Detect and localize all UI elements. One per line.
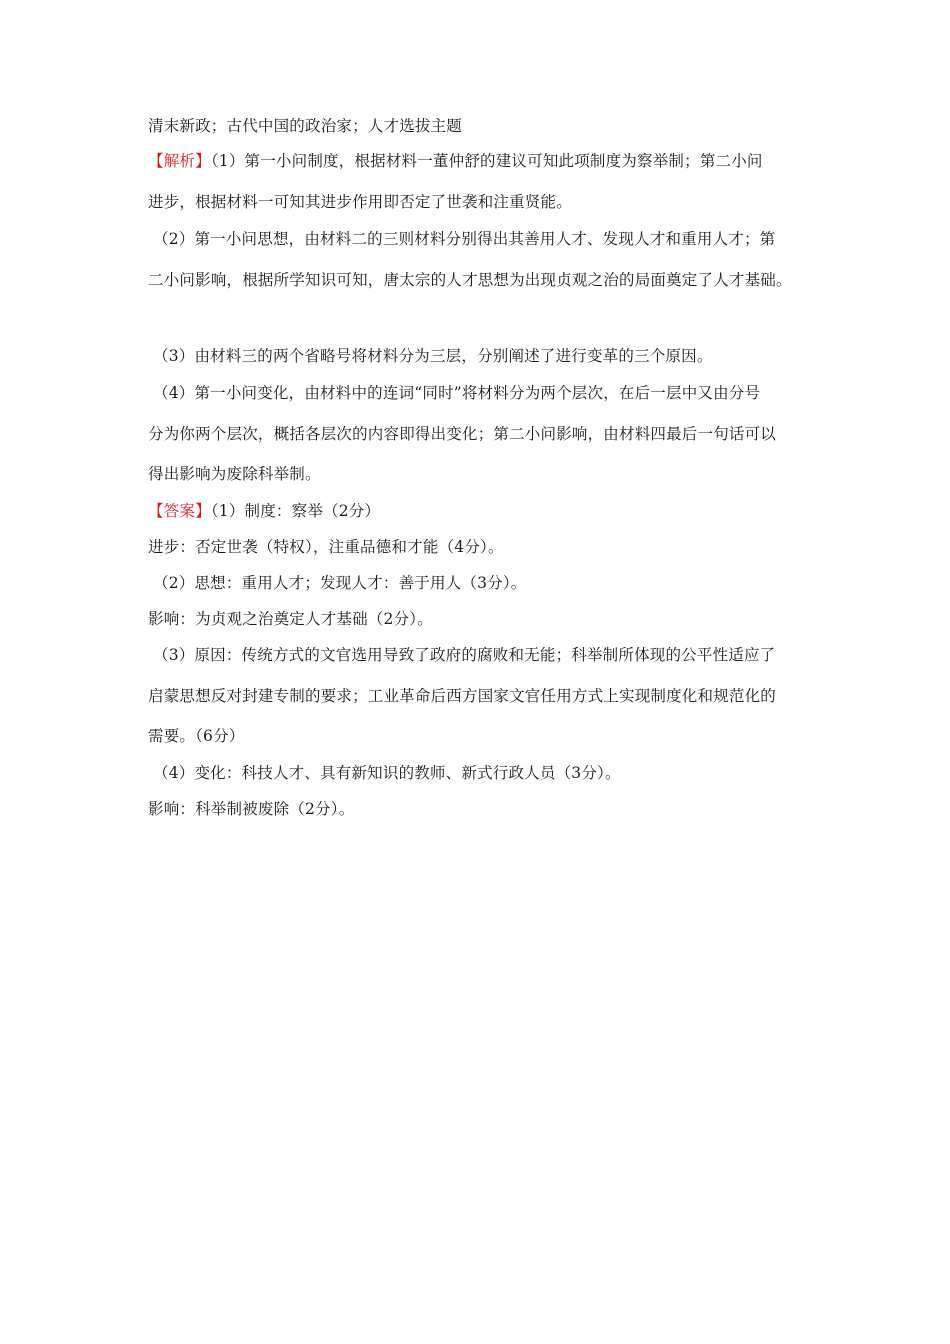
analysis-text: （1）第一小问制度，根据材料一董仲舒的建议可知此项制度为察举制；第二小问 [210,152,763,170]
answer-line-3: （2）思想：重用人才；发现人才：善于用人（3分）。 [153,574,527,592]
analysis-line-2: 进步，根据材料一可知其进步作用即否定了世袭和注重贤能。 [148,193,572,211]
answer-line-6: 启蒙思想反对封建专制的要求；工业革命后西方国家文官任用方式上实现制度化和规范化的 [148,687,777,705]
analysis-line-6: （4）第一小问变化，由材料中的连词“同时”将材料分为两个层次，在后一层中又由分号 [153,384,761,402]
answer-line-8: （4）变化：科技人才、具有新知识的教师、新式行政人员（3分）。 [153,764,621,782]
answer-line-5: （3）原因：传统方式的文官选用导致了政府的腐败和无能；科举制所体现的公平性适应了 [153,646,776,664]
answer-line-9: 影响：科举制被废除（2分）。 [148,800,355,818]
analysis-line-1 [148,151,763,171]
answer-text: （1）制度：察举（2分） [210,502,381,520]
analysis-line-4: 二小问影响，根据所学知识可知，唐太宗的人才思想为出现贞观之治的局面奠定了人才基础。 [148,271,792,289]
analysis-line-8: 得出影响为废除科举制。 [148,465,321,483]
analysis-line-5: （3）由材料三的两个省略号将材料分为三层，分别阐述了进行变革的三个原因。 [153,347,713,365]
answer-line-4: 影响：为贞观之治奠定人才基础（2分）。 [148,610,433,628]
answer-line-1 [148,501,380,521]
answer-tag: 【答案】 [148,502,211,520]
topic-line: 清末新政；古代中国的政治家；人才选拔主题 [148,117,463,135]
analysis-line-3: （2）第一小问思想，由材料二的三则材料分别得出其善用人才、发现人才和重用人才；第 [153,230,776,248]
answer-line-7: 需要。（6分） [148,727,245,745]
analysis-tag: 【解析】 [148,152,211,170]
analysis-line-7: 分为你两个层次，概括各层次的内容即得出变化；第二小问影响，由材料四最后一句话可以 [148,425,777,443]
answer-line-2: 进步：否定世袭（特权），注重品德和才能（4分）。 [148,538,504,556]
